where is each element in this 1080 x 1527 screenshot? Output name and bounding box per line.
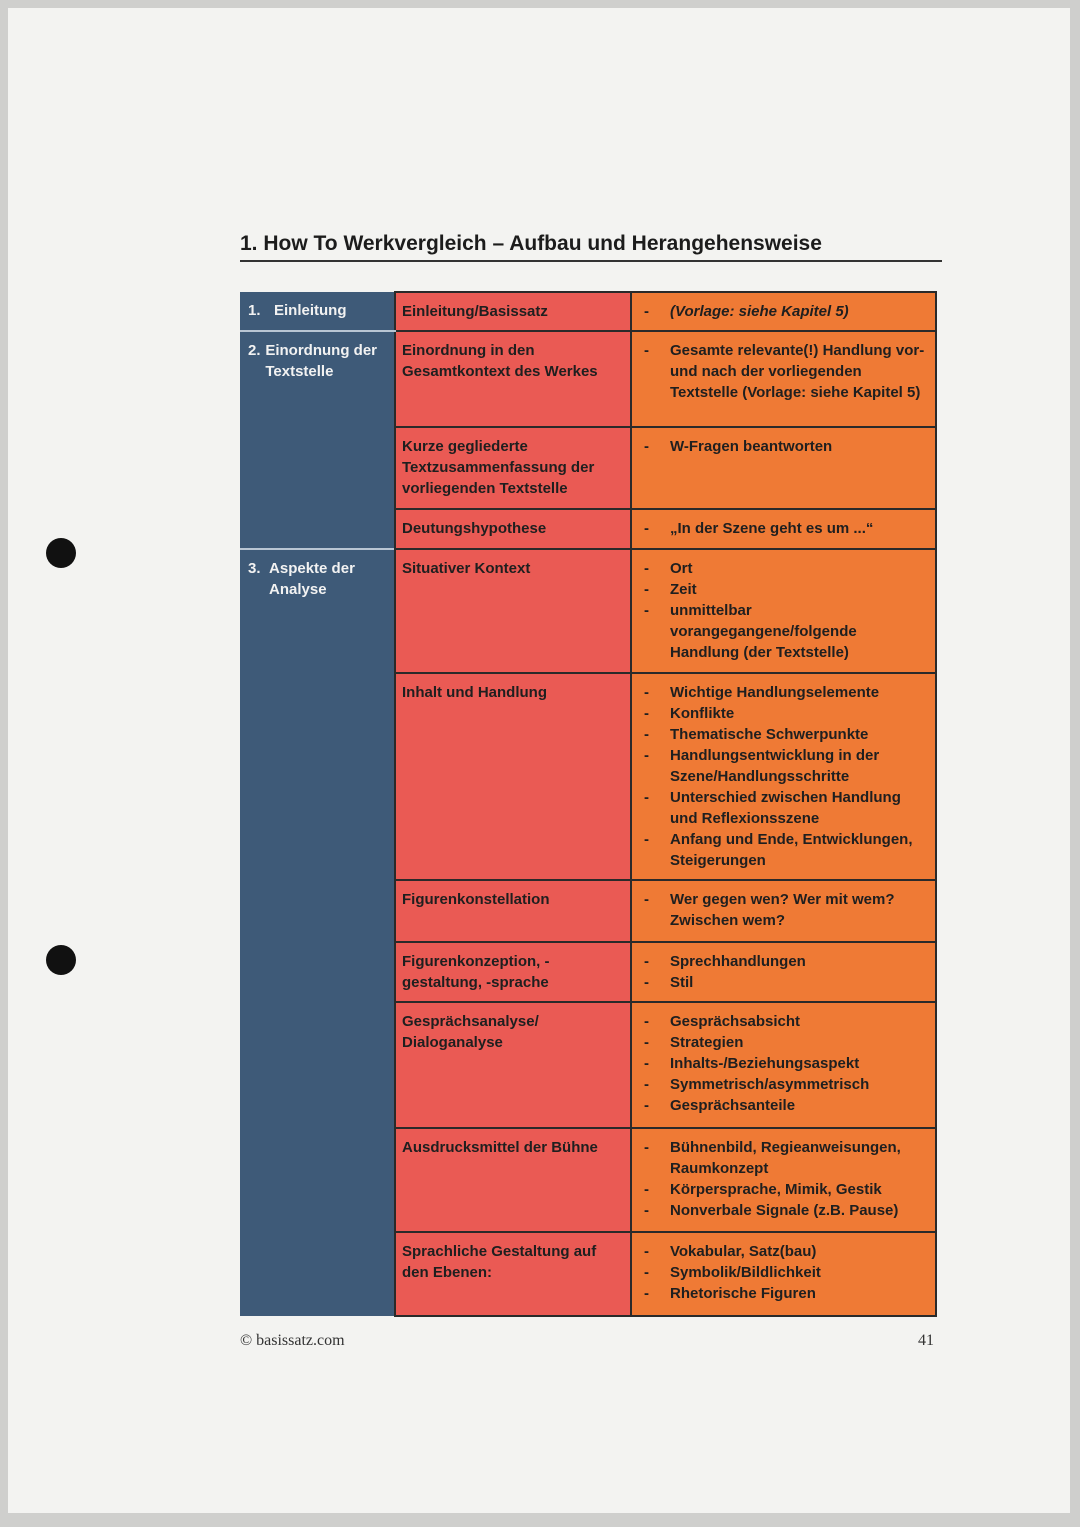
copyright-notice: © basissatz.com xyxy=(240,1332,345,1349)
detail-cell xyxy=(631,292,936,331)
list-item: - Körpersprache, Mimik, Gestik xyxy=(638,1179,929,1200)
page-title: 1. How To Werkvergleich – Aufbau und Herangehensweise xyxy=(240,232,822,255)
section-number: 2. xyxy=(248,342,261,359)
aspect-cell xyxy=(395,549,631,673)
detail-cell xyxy=(631,880,936,942)
aspect-label: Einleitung/Basissatz xyxy=(402,303,548,320)
punch-hole-top xyxy=(46,538,76,568)
list-item: - Symmetrisch/asymmetrisch xyxy=(638,1074,929,1095)
aspect-cell xyxy=(395,1232,631,1316)
aspect-label: Figurenkonstellation xyxy=(402,891,550,908)
list-item: - Gesprächsanteile xyxy=(638,1095,929,1116)
list-item: - Gesamte relevante(!) Handlung vor- und nach der vorliegenden Textstelle (Vorlage: siehe Kapitel 5) xyxy=(638,340,929,403)
aspect-label: Einordnung in den Gesamtkontext des Werkes xyxy=(402,342,598,380)
table-row xyxy=(240,549,936,673)
list-item: - (Vorlage: siehe Kapitel 5) xyxy=(638,301,929,322)
aspect-label: Situativer Kontext xyxy=(402,560,531,577)
aspect-label: Gesprächsanalyse/ Dialoganalyse xyxy=(402,1013,539,1051)
detail-cell xyxy=(631,1128,936,1232)
list-item: - Handlungsentwicklung in der Szene/Handlungsschritte xyxy=(638,745,929,787)
page-number: 41 xyxy=(918,1332,934,1349)
section-label: Einleitung xyxy=(274,302,347,319)
list-item: - „In der Szene geht es um ...“ xyxy=(638,518,929,539)
list-item: - Bühnenbild, Regieanweisungen, Raumkonzept xyxy=(638,1137,929,1179)
list-item: - Wichtige Handlungselemente xyxy=(638,682,929,703)
list-item: - Unterschied zwischen Handlung und Reflexionsszene xyxy=(638,787,929,829)
aspect-cell xyxy=(395,942,631,1002)
list-item: - Gesprächsabsicht xyxy=(638,1011,929,1032)
detail-cell xyxy=(631,1232,936,1316)
detail-cell xyxy=(631,942,936,1002)
detail-cell xyxy=(631,331,936,427)
list-item: - Nonverbale Signale (z.B. Pause) xyxy=(638,1200,929,1221)
section-cell-1 xyxy=(240,292,395,331)
table-row xyxy=(240,331,936,427)
section-cell-3 xyxy=(240,549,395,1316)
aspect-label: Ausdrucksmittel der Bühne xyxy=(402,1139,598,1156)
aspect-cell xyxy=(395,1002,631,1128)
list-item: - Thematische Schwerpunkte xyxy=(638,724,929,745)
detail-cell xyxy=(631,549,936,673)
page-header xyxy=(240,232,942,262)
aspect-label: Kurze gegliederte Textzusammenfassung der vorliegenden Textstelle xyxy=(402,438,595,497)
list-item: - Rhetorische Figuren xyxy=(638,1283,929,1304)
section-label: Aspekte der Analyse xyxy=(269,560,355,598)
aspect-label: Figurenkonzeption, -gestaltung, -sprache xyxy=(402,953,550,991)
list-item: - Strategien xyxy=(638,1032,929,1053)
aspect-cell xyxy=(395,427,631,509)
detail-cell xyxy=(631,1002,936,1128)
list-item: - Stil xyxy=(638,972,929,993)
list-item: - Ort xyxy=(638,558,929,579)
list-item: - Anfang und Ende, Entwicklungen, Steigerungen xyxy=(638,829,929,871)
list-item: - unmittelbar vorangegangene/folgende Handlung (der Textstelle) xyxy=(638,600,929,663)
list-item: - Sprechhandlungen xyxy=(638,951,929,972)
aspect-label: Deutungshypothese xyxy=(402,520,547,537)
detail-cell xyxy=(631,509,936,549)
list-item: - Konflikte xyxy=(638,703,929,724)
section-label: Einordnung der Textstelle xyxy=(265,342,378,380)
aspect-cell xyxy=(395,292,631,331)
section-number: 1. xyxy=(248,302,261,319)
structure-table xyxy=(240,291,937,1317)
table-row xyxy=(240,292,936,331)
aspect-cell xyxy=(395,331,631,427)
aspect-cell xyxy=(395,509,631,549)
aspect-label: Sprachliche Gestaltung auf den Ebenen: xyxy=(402,1243,597,1281)
list-item: - Inhalts-/Beziehungsaspekt xyxy=(638,1053,929,1074)
punch-hole-bottom xyxy=(46,945,76,975)
section-number: 3. xyxy=(248,560,261,577)
aspect-cell xyxy=(395,673,631,880)
detail-cell xyxy=(631,427,936,509)
list-item: - Vokabular, Satz(bau) xyxy=(638,1241,929,1262)
detail-cell xyxy=(631,673,936,880)
list-item: - Wer gegen wen? Wer mit wem? Zwischen wem? xyxy=(638,889,929,931)
section-cell-2 xyxy=(240,331,395,549)
aspect-label: Inhalt und Handlung xyxy=(402,684,547,701)
aspect-cell xyxy=(395,1128,631,1232)
aspect-cell xyxy=(395,880,631,942)
list-item: - Zeit xyxy=(638,579,929,600)
list-item: - Symbolik/Bildlichkeit xyxy=(638,1262,929,1283)
list-item: - W-Fragen beantworten xyxy=(638,436,929,457)
